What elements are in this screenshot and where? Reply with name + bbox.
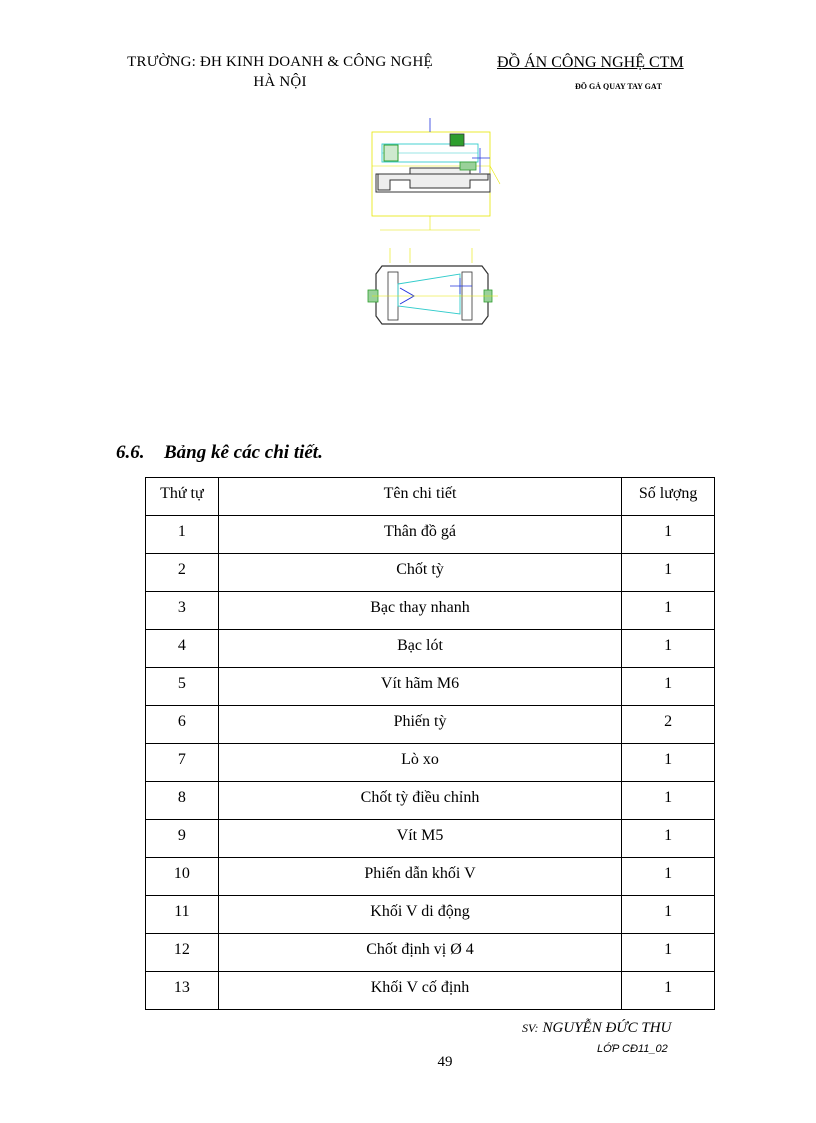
student-signature [522, 1020, 671, 1037]
table-row [146, 744, 715, 782]
drawing-front-view [372, 118, 500, 230]
row-quantity: 1 [622, 896, 715, 934]
row-part-name: Bạc lót [218, 630, 621, 668]
row-index: 1 [146, 516, 219, 554]
header-part-name: Tên chi tiết [218, 478, 621, 516]
section-number: 6.6. [116, 442, 145, 463]
section-title: Bảng kê các chi tiết. [164, 442, 323, 463]
page-number: 49 [437, 1054, 453, 1070]
row-quantity: 1 [622, 934, 715, 972]
table-row [146, 516, 715, 554]
row-index: 6 [146, 706, 219, 744]
table-row [146, 782, 715, 820]
row-index: 8 [146, 782, 219, 820]
row-index: 3 [146, 592, 219, 630]
header-quantity: Số lượng [622, 478, 715, 516]
fixture-drawing [360, 118, 510, 333]
row-quantity: 1 [622, 516, 715, 554]
project-subtitle: ĐỒ GÁ QUAY TAY GẠT [575, 82, 662, 90]
table-row [146, 630, 715, 668]
school-name-line1: TRƯỜNG: ĐH KINH DOANH & CÔNG NGHỆ [127, 54, 433, 70]
sv-label: SV: [522, 1021, 539, 1035]
row-quantity: 1 [622, 592, 715, 630]
row-part-name: Phiến dẫn khối V [218, 858, 621, 896]
row-quantity: 1 [622, 782, 715, 820]
table-header-row [146, 478, 715, 516]
row-index: 13 [146, 972, 219, 1010]
section-heading [116, 442, 323, 464]
row-part-name: Chốt tỳ [218, 554, 621, 592]
parts-table [145, 477, 715, 1010]
row-part-name: Chốt tỳ điều chỉnh [218, 782, 621, 820]
table-row [146, 858, 715, 896]
student-name: NGUYỄN ĐỨC THU [542, 1020, 672, 1036]
drawing-plan-view [368, 248, 498, 324]
row-index: 4 [146, 630, 219, 668]
school-header [100, 52, 460, 92]
table-row [146, 972, 715, 1010]
row-quantity: 1 [622, 972, 715, 1010]
header-index: Thứ tự [146, 478, 219, 516]
table-row [146, 820, 715, 858]
row-index: 12 [146, 934, 219, 972]
row-part-name: Thân đồ gá [218, 516, 621, 554]
row-part-name: Chốt định vị Ø 4 [218, 934, 621, 972]
row-index: 5 [146, 668, 219, 706]
row-index: 2 [146, 554, 219, 592]
row-part-name: Lò xo [218, 744, 621, 782]
row-part-name: Bạc thay nhanh [218, 592, 621, 630]
project-header [497, 54, 684, 90]
row-part-name: Vít hãm M6 [218, 668, 621, 706]
table-row [146, 896, 715, 934]
school-name-line2: HÀ NỘI [253, 74, 307, 90]
row-quantity: 1 [622, 820, 715, 858]
row-part-name: Khối V cố định [218, 972, 621, 1010]
class-label: LỚP CĐ11_02 [597, 1043, 668, 1055]
project-title: ĐỒ ÁN CÔNG NGHỆ CTM [497, 54, 684, 71]
row-quantity: 1 [622, 630, 715, 668]
row-quantity: 1 [622, 554, 715, 592]
row-part-name: Phiến tỳ [218, 706, 621, 744]
row-quantity: 2 [622, 706, 715, 744]
row-index: 9 [146, 820, 219, 858]
table-row [146, 554, 715, 592]
row-quantity: 1 [622, 744, 715, 782]
table-row [146, 934, 715, 972]
row-part-name: Khối V di động [218, 896, 621, 934]
row-quantity: 1 [622, 858, 715, 896]
row-index: 11 [146, 896, 219, 934]
table-row [146, 706, 715, 744]
row-part-name: Vít M5 [218, 820, 621, 858]
table-row [146, 592, 715, 630]
row-index: 10 [146, 858, 219, 896]
row-index: 7 [146, 744, 219, 782]
row-quantity: 1 [622, 668, 715, 706]
table-row [146, 668, 715, 706]
